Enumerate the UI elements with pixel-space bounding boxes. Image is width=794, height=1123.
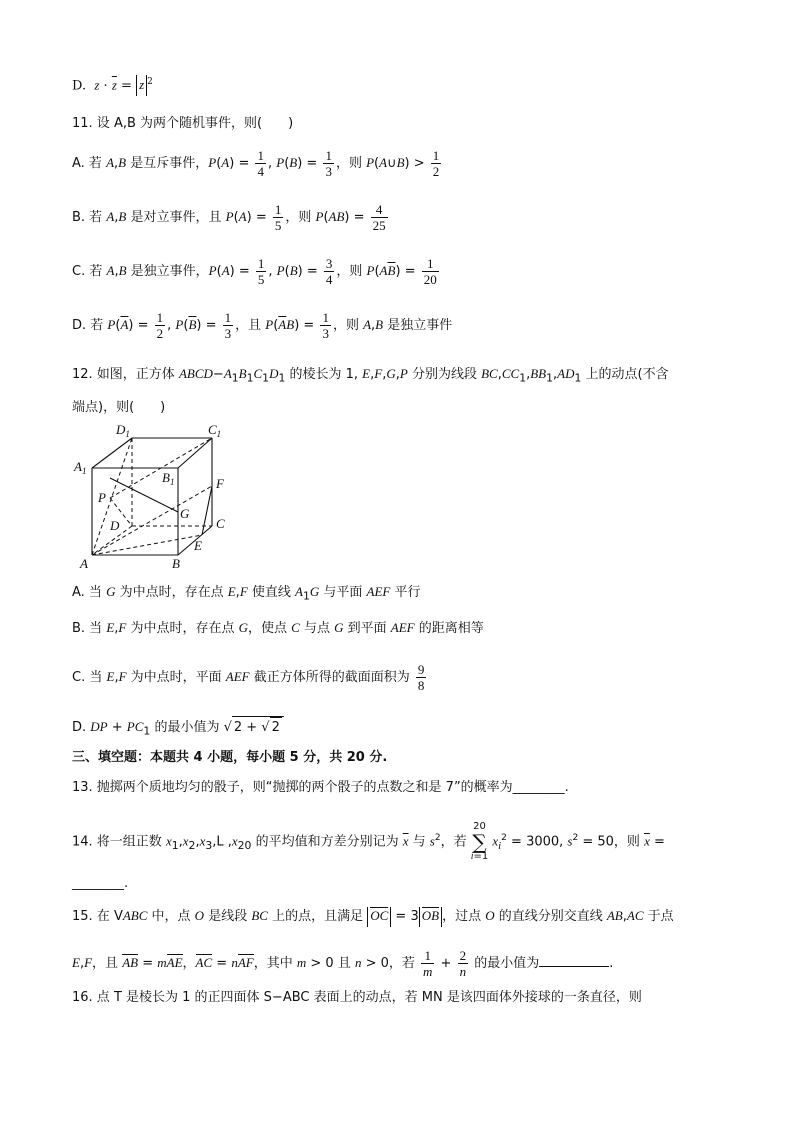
label-g: G	[180, 506, 190, 521]
cube-figure	[72, 420, 242, 570]
label-a: A	[80, 556, 88, 570]
question-15-line-2: E,F，且 AB = mAE，AC = nAF，其中 m > 0 且 n > 0，若 $\frac{1}{m}$ + $\frac{2}{n}$ 的最小值为 .	[72, 948, 614, 979]
question-12-option-a: A. 当 G 为中点时，存在点 E,F 使直线 $A_1G$ 与平面 AEF 平行	[72, 584, 421, 603]
label-d: D	[110, 518, 120, 533]
question-13: 13. 抛掷两个质地均匀的骰子，则“抛掷的两个骰子的点数之和是 7”的概率为________.	[72, 780, 569, 795]
label-d1: $D_1$	[116, 422, 130, 439]
question-12-option-b: B. 当 E,F 为中点时，存在点 G，使点 C 与点 G 到平面 AEF 的距离相等	[72, 620, 484, 636]
question-11-option-b: B. 若 A,B 是对立事件，且 P(A) = $\frac{1}{5}$ ，则 P(AB) = $\frac{4}{25}$	[72, 202, 386, 233]
question-16: 16. 点 T 是棱长为 1 的正四面体 S−ABC 表面上的动点，若 MN 是该四面体外接球的一条直径，则	[72, 990, 642, 1005]
label-c: C	[216, 516, 225, 531]
label-c1: $C_1$	[208, 422, 222, 439]
question-10-option-d: D. $z \cdot \overline{z} = z$ $^2$	[72, 72, 153, 96]
question-15-line-1: 15. 在 VABC 中，点 O 是线段 BC 上的点，且满足 OC = 3 OB ，过点 O 的直线分别交直线 AB,AC 于点	[72, 906, 674, 927]
label-b1: $B_1$	[162, 470, 175, 487]
question-12-stem-line-2: 端点)，则( )	[72, 400, 166, 415]
label-a1: $A_1$	[74, 459, 87, 476]
question-11-option-d: D. 若 $P(\overline{A})$ = $\frac{1}{2}$ , $P(\overline{B})$ = $\frac{1}{3}$ ，且 $P(\overline{A}B)$ = $\frac{1}{3}$ ，则 A,B 是独立事件	[72, 310, 453, 341]
label-p: P	[98, 490, 106, 505]
question-11-option-a: A. 若 A,B 是互斥事件，P(A) = $\frac{1}{4}$ , P(B) = $\frac{1}{3}$ ，则 P(A∪B) > $\frac{1}{2}$	[72, 148, 440, 179]
label-f: F	[216, 476, 224, 491]
question-14: 14. 将一组正数 $x_1,x_2,x_3,L$ $,x_{20}$ 的平均值和方差分别记为 $\overline{x}$ 与 $s^2$，若 20 ∑ i=1 $x_i^2 = 3000$, $s^2 = 50$，则 $\overline{x}$ =	[72, 821, 665, 862]
label-b: B	[172, 556, 180, 570]
question-11-option-c: C. 若 A,B 是独立事件，P(A) = $\frac{1}{5}$ , P(B) = $\frac{3}{4}$ ，则 $P(A\overline{B})$ = $\frac{1}{20}$	[72, 256, 437, 287]
question-12-option-d: D. DP + $PC_1$ 的最小值为 √ 2 + √ 2	[72, 716, 284, 742]
section-3-heading: 三、填空题：本题共 4 小题，每小题 5 分，共 20 分.	[72, 750, 388, 765]
question-14-answer-blank: ________.	[72, 876, 129, 891]
question-12-stem-line-1: 12. 如图，正方体 $ABCD-A_1B_1C_1D_1$ 的棱长为 1, E,F,G,P 分别为线段 $BC,CC_1,BB_1,AD_1$ 上的动点(不含	[72, 366, 669, 385]
question-12-option-c: C. 当 E,F 为中点时，平面 AEF 截正方体所得的截面面积为 $\frac{9}{8}$	[72, 662, 425, 693]
label-e: E	[194, 538, 202, 553]
question-11-stem: 11. 设 A,B 为两个随机事件，则( )	[72, 116, 294, 131]
